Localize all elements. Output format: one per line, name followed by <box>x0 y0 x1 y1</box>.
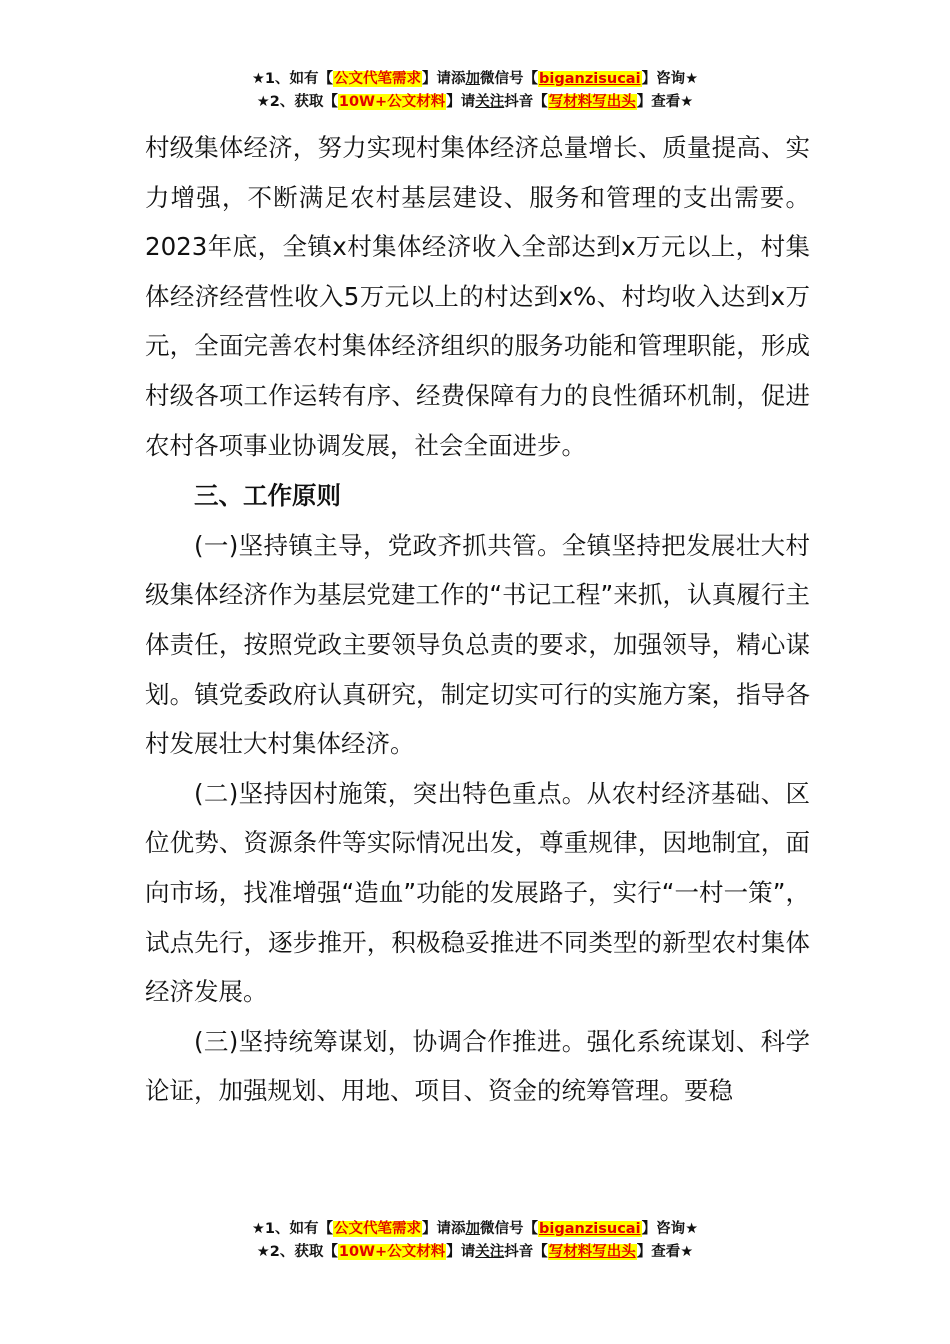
section-heading: 三、工作原则 <box>194 481 341 511</box>
banner-line-1: ★1、如有【公文代笔需求】请添加微信号【biganzisucai】咨询★ <box>251 71 699 87</box>
header-banner <box>0 68 950 114</box>
banner-line-1: ★1、如有【公文代笔需求】请添加微信号【biganzisucai】咨询★ <box>251 1221 699 1237</box>
principle-paragraph-3: (三)坚持统筹谋划，协调合作推进。强化系统谋划、科学论证，加强规划、用地、项目、资金的统筹管理。要稳 <box>145 1026 810 1106</box>
footer-banner <box>0 1218 950 1264</box>
materials-highlight: 10W+公文材料 <box>338 1244 446 1260</box>
principle-paragraph-1: (一)坚持镇主导，党政齐抓共管。全镇坚持把发展壮大村级集体经济作为基层党建工作的“书记工程”来抓，认真履行主体责任，按照党政主要领导负总责的要求，加强领导，精心谋划。镇党委政府认真研究，制定切实可行的实施方案，指导各村发展壮大村集体经济。 <box>145 530 810 759</box>
materials-highlight: 10W+公文材料 <box>338 94 446 110</box>
document-body <box>145 123 810 1116</box>
wechat-id-highlight: biganzisucai <box>539 71 641 87</box>
intro-paragraph: 村级集体经济，努力实现村集体经济总量增长、质量提高、实力增强，不断满足农村基层建设、服务和管理的支出需要。2023年底，全镇x村集体经济收入全部达到x万元以上，村集体经济经营性收入5万元以上的村达到x%、村均收入达到x万元，全面完善农村集体经济组织的服务功能和管理职能，形成村级各项工作运转有序、经费保障有力的良性循环机制，促进农村各项事业协调发展，社会全面进步。 <box>145 133 810 460</box>
douyin-account-highlight: 写材料写出头 <box>548 1244 636 1260</box>
service-highlight: 公文代笔需求 <box>334 1221 422 1237</box>
banner-line-2: ★2、获取【10W+公文材料】请关注抖音【写材料写出头】查看★ <box>256 1244 694 1260</box>
wechat-id-highlight: biganzisucai <box>539 1221 641 1237</box>
service-highlight: 公文代笔需求 <box>334 71 422 87</box>
douyin-account-highlight: 写材料写出头 <box>548 94 636 110</box>
principle-paragraph-2: (二)坚持因村施策，突出特色重点。从农村经济基础、区位优势、资源条件等实际情况出发，尊重规律，因地制宜，面向市场，找准增强“造血”功能的发展路子，实行“一村一策”，试点先行，逐步推开，积极稳妥推进不同类型的新型农村集体经济发展。 <box>145 778 810 1007</box>
banner-line-2: ★2、获取【10W+公文材料】请关注抖音【写材料写出头】查看★ <box>256 94 694 110</box>
